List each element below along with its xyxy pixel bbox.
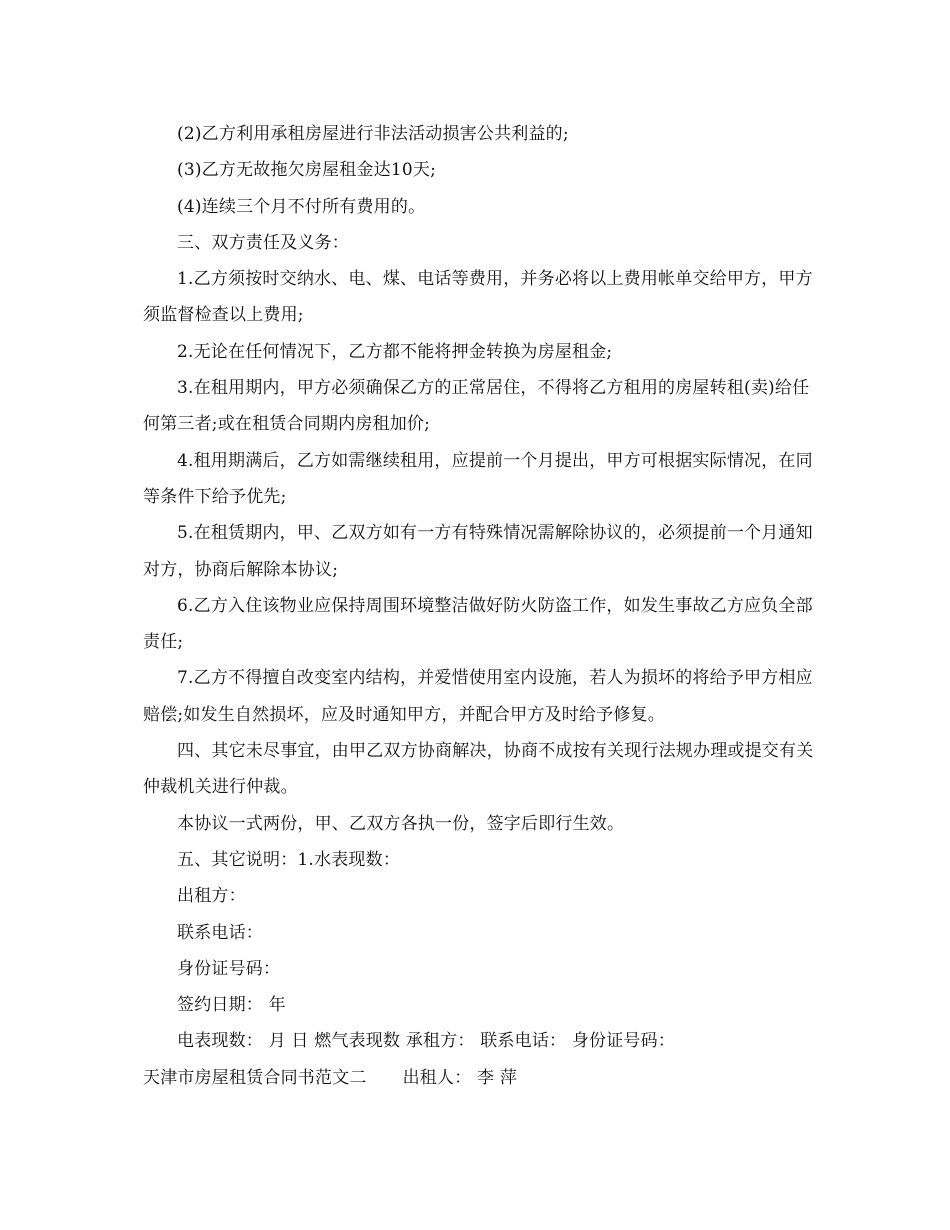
duty-item-2: 2.无论在任何情况下，乙方都不能将押金转换为房屋租金; bbox=[177, 341, 613, 362]
footer-lessor: 出租人： 李 萍 bbox=[402, 1067, 518, 1088]
duty-item-5: 5.在租赁期内，甲、乙双方如有一方有特殊情况需解除协议的，必须提前一个月通知对方，协商后解除本协议; bbox=[143, 523, 813, 580]
duty-item-4: 4.租用期满后，乙方如需继续租用，应提前一个月提出，甲方可根据实际情况，在同等条件下给予优先; bbox=[143, 450, 813, 507]
footer-line bbox=[143, 1060, 815, 1096]
document-body bbox=[143, 116, 815, 1096]
meter-readings-line: 电表现数： 月 日 燃气表现数 承租方： 联系电话： 身份证号码： bbox=[177, 1031, 676, 1052]
sign-date-field: 签约日期： 年 bbox=[177, 995, 286, 1016]
section-heading-4: 四、其它未尽事宜，由甲乙双方协商解决，协商不成按有关现行法规办理或提交有关仲裁机关进行仲裁。 bbox=[143, 741, 814, 798]
clause-3: (3)乙方无故拖欠房屋租金达10天; bbox=[177, 160, 437, 181]
phone-field: 联系电话： bbox=[177, 922, 263, 943]
duty-item-1: 1.乙方须按时交纳水、电、煤、电话等费用，并务必将以上费用帐单交给甲方，甲方须监督检查以上费用; bbox=[143, 269, 813, 326]
clause-2: (2)乙方利用承租房屋进行非法活动损害公共利益的; bbox=[177, 124, 569, 144]
section-heading-5: 五、其它说明：1.水表现数： bbox=[177, 849, 401, 870]
footer-title: 天津市房屋租赁合同书范文二 bbox=[143, 1067, 367, 1088]
id-number-field: 身份证号码： bbox=[177, 958, 281, 979]
clause-4: (4)连续三个月不付所有费用的。 bbox=[177, 196, 426, 217]
duty-item-7: 7.乙方不得擅自改变室内结构，并爱惜使用室内设施，若人为损坏的将给予甲方相应赔偿;如发生自然损坏，应及时通知甲方，并配合甲方及时给予修复。 bbox=[143, 668, 813, 725]
agreement-copies: 本协议一式两份，甲、乙双方各执一份，签字后即行生效。 bbox=[177, 813, 625, 834]
duty-item-3: 3.在租用期内，甲方必须确保乙方的正常居住，不得将乙方租用的房屋转租(卖)给任何第三者;或在租赁合同期内房租加价; bbox=[143, 378, 810, 435]
section-heading-3: 三、双方责任及义务： bbox=[177, 232, 349, 253]
duty-item-6: 6.乙方入住该物业应保持周围环境整洁做好防火防盗工作，如发生事故乙方应负全部责任; bbox=[143, 595, 813, 653]
lessor-field: 出租方： bbox=[177, 886, 246, 907]
